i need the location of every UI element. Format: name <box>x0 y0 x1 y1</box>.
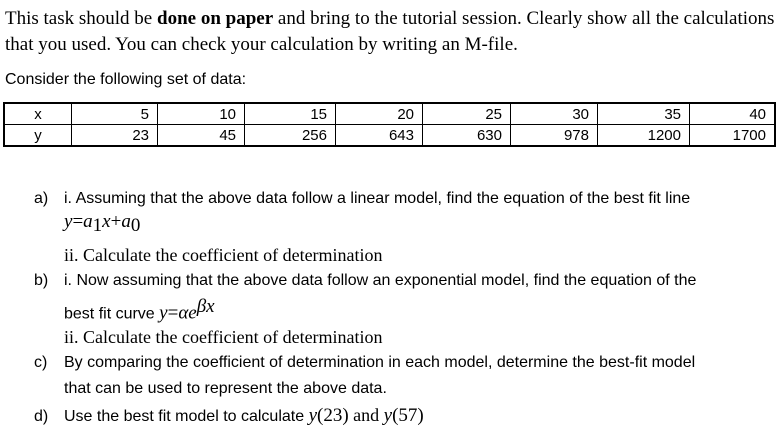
exponential-model-line: best fit curve $y=\alpha e^{\beta x}$ <box>64 296 215 324</box>
table-cell: 10 <box>158 103 245 125</box>
table-cell: 1700 <box>690 125 776 147</box>
question-b-part-ii: ii. Calculate the coefficient of determination <box>64 327 383 347</box>
question-c-label: c) <box>34 354 48 371</box>
table-cell: 5 <box>72 103 158 125</box>
table-row-x <box>4 103 775 125</box>
table-cell: 978 <box>511 125 598 147</box>
question-b-part-i: i. Now assuming that the above data follow an exponential model, find the equation of the <box>64 272 697 289</box>
consider-heading: Consider the following set of data: <box>5 71 247 88</box>
linear-model-equation: $y=a_1x+a_0$ <box>64 211 141 237</box>
question-c-text-2: that can be used to represent the above data. <box>64 380 387 397</box>
intro-text-2: and bring to the tutorial session. Clearly show all the calculations that you used. You can check your calculation by writing an M-file. <box>5 8 775 55</box>
question-a-part-ii: ii. Calculate the coefficient of determination <box>64 245 383 265</box>
question-a-part-i: i. Assuming that the above data follow a linear model, find the equation of the best fit line <box>64 190 691 207</box>
table-cell: 1200 <box>598 125 690 147</box>
table-cell: 35 <box>598 103 690 125</box>
table-header-x: x <box>4 103 72 125</box>
table-cell: 630 <box>423 125 511 147</box>
table-cell: 20 <box>336 103 423 125</box>
table-cell: 15 <box>245 103 336 125</box>
intro-text-1: This task should be <box>5 8 157 29</box>
question-d-label: d) <box>34 408 49 425</box>
table-cell: 40 <box>690 103 776 125</box>
table-cell: 30 <box>511 103 598 125</box>
question-d-line: Use the best fit model to calculate y(23) and y(57) <box>64 405 424 426</box>
question-c-text: By comparing the coefficient of determination in each model, determine the best-fit model <box>64 354 696 371</box>
data-table <box>3 102 776 147</box>
table-cell: 25 <box>423 103 511 125</box>
intro-paragraph <box>5 6 775 58</box>
table-cell: 23 <box>72 125 158 147</box>
question-a-label: a) <box>34 190 49 207</box>
table-header-y: y <box>4 125 72 147</box>
question-b-label: b) <box>34 272 49 289</box>
intro-bold-text: done on paper <box>157 8 274 29</box>
table-cell: 45 <box>158 125 245 147</box>
table-cell: 256 <box>245 125 336 147</box>
table-cell: 643 <box>336 125 423 147</box>
table-row-y <box>4 125 775 147</box>
